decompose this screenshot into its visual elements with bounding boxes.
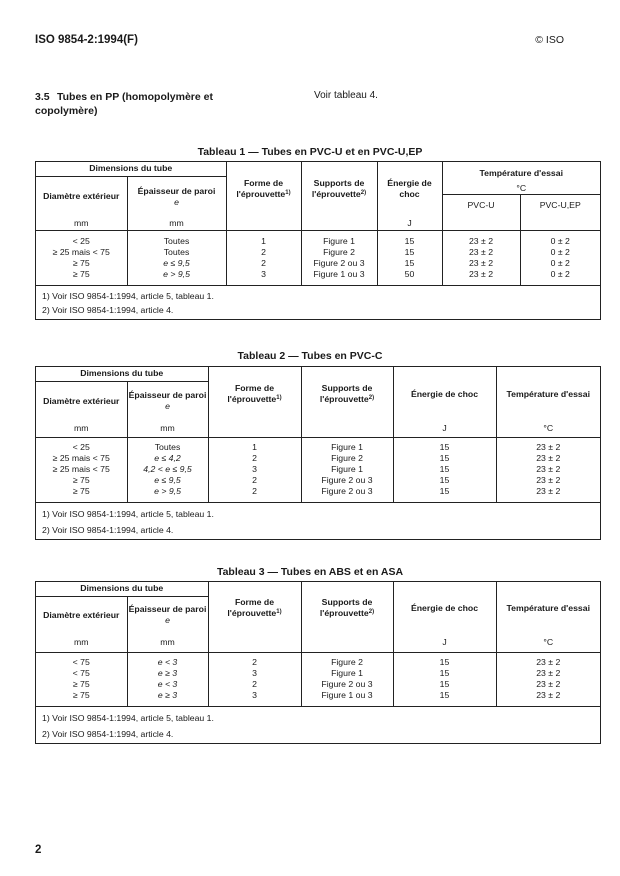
table-row: < 25 Toutes 1 Figure 1 15 23 ± 2 0 ± 2 xyxy=(36,236,600,247)
table3-unit-mm-diam: mm xyxy=(74,637,89,648)
table3-caption: Tableau 3 — Tubes en ABS et en ASA xyxy=(216,566,404,578)
table1-col-forme: Forme de l'éprouvette$^{1)}$ xyxy=(226,162,301,217)
table3-col-wall: Épaisseur de paroi e xyxy=(127,596,208,634)
footnote-1: 1) Voir ISO 9854-1:1994, article 5, tableau 1. xyxy=(42,713,214,723)
footnote-2: 2) Voir ISO 9854-1:1994, article 4. xyxy=(42,304,174,315)
table1-col-supports: Supports de l'éprouvette$^{2)}$ xyxy=(301,162,377,217)
table1-sub-pvcu: PVC-U xyxy=(442,195,520,217)
table1-col-temp: Température d'essai °C xyxy=(442,162,600,195)
table2-caption: Tableau 2 — Tubes en PVC-C xyxy=(237,350,383,362)
table-row: < 75 e ≥ 3 3 Figure 1 15 23 ± 2 xyxy=(36,668,600,679)
table1-footnotes xyxy=(36,286,600,319)
table3-col-temp: Température d'essai xyxy=(496,582,600,634)
table1-unit-mm-diam: mm xyxy=(74,217,89,228)
table3-col-diam: Diamètre extérieur xyxy=(43,609,120,620)
table3-col-supports: Supports de l'éprouvette$^{2)}$ xyxy=(301,582,393,634)
document-id: ISO 9854-2:1994(F) xyxy=(35,34,138,46)
table1-unit-mm-wall: mm xyxy=(127,217,226,231)
table1 xyxy=(35,161,601,320)
table3 xyxy=(35,581,601,744)
section-reference: Voir tableau 4. xyxy=(314,90,378,101)
table2-footnotes xyxy=(36,503,600,539)
table2-col-temp: Température d'essai xyxy=(496,367,600,421)
table3-footnotes xyxy=(36,707,600,743)
footnote-1: 1) Voir ISO 9854-1:1994, article 5, tableau 1. xyxy=(42,290,214,301)
footnote-2: 2) Voir ISO 9854-1:1994, article 4. xyxy=(42,729,174,739)
table2 xyxy=(35,366,601,540)
footnote-2: 2) Voir ISO 9854-1:1994, article 4. xyxy=(42,525,174,535)
table-row: < 75 e < 3 2 Figure 2 15 23 ± 2 xyxy=(36,657,600,668)
table2-col-forme: Forme de l'éprouvette$^{1)}$ xyxy=(208,367,301,421)
table3-unit-mm-wall: mm xyxy=(127,634,208,652)
section-number: 3.5 xyxy=(35,91,50,103)
footnote-1: 1) Voir ISO 9854-1:1994, article 5, tableau 1. xyxy=(42,509,214,519)
table2-col-wall: Épaisseur de paroi e xyxy=(127,381,208,421)
table3-unit-c: °C xyxy=(496,634,600,652)
copyright-notice: © ISO xyxy=(535,34,564,46)
table3-unit-j: J xyxy=(393,634,496,652)
table3-col-energie: Énergie de choc xyxy=(393,582,496,634)
table3-group-header: Dimensions du tube xyxy=(36,582,208,596)
table1-col-diam: Diamètre extérieur xyxy=(43,191,120,201)
table1-group-header: Dimensions du tube xyxy=(36,162,226,176)
page-number: 2 xyxy=(35,844,42,856)
table-row: ≥ 25 mais < 75 e ≤ 4,2 2 Figure 2 15 23 ± 2 xyxy=(36,453,600,464)
table2-unit-c: °C xyxy=(496,421,600,437)
table3-col-forme: Forme de l'éprouvette$^{1)}$ xyxy=(208,582,301,634)
table-row: ≥ 75 e > 9,5 2 Figure 2 ou 3 15 23 ± 2 xyxy=(36,486,600,497)
table2-unit-j: J xyxy=(393,421,496,437)
table2-unit-mm-wall: mm xyxy=(127,421,208,437)
section-heading xyxy=(35,90,275,118)
table-row: ≥ 75 e ≤ 9,5 2 Figure 2 ou 3 15 23 ± 2 xyxy=(36,475,600,486)
table2-unit-mm-diam: mm xyxy=(74,423,89,434)
table-row: ≥ 25 mais < 75 4,2 < e ≤ 9,5 3 Figure 1 15 23 ± 2 xyxy=(36,464,600,475)
table1-col-wall: Épaisseur de paroi e xyxy=(127,176,226,217)
table-row: ≥ 75 e ≥ 3 3 Figure 1 ou 3 15 23 ± 2 xyxy=(36,690,600,701)
table-row: ≥ 75 e > 9,5 3 Figure 1 ou 3 50 23 ± 2 0 ± 2 xyxy=(36,269,600,280)
table2-col-diam: Diamètre extérieur xyxy=(43,395,120,406)
table2-group-header: Dimensions du tube xyxy=(36,367,208,381)
table-row: ≥ 75 e ≤ 9,5 2 Figure 2 ou 3 15 23 ± 2 0 ± 2 xyxy=(36,258,600,269)
table1-unit-j: J xyxy=(377,217,442,231)
table2-col-energie: Énergie de choc xyxy=(393,367,496,421)
table-row: ≥ 25 mais < 75 Toutes 2 Figure 2 15 23 ± 2 0 ± 2 xyxy=(36,247,600,258)
table1-col-energie: Énergie de choc xyxy=(377,162,442,217)
table-row: ≥ 75 e < 3 2 Figure 2 ou 3 15 23 ± 2 xyxy=(36,679,600,690)
table1-sub-pvcuep: PVC-U,EP xyxy=(520,195,600,217)
table-row: < 25 Toutes 1 Figure 1 15 23 ± 2 xyxy=(36,442,600,453)
table2-col-supports: Supports de l'éprouvette$^{2)}$ xyxy=(301,367,393,421)
table1-caption: Tableau 1 — Tubes en PVC-U et en PVC-U,EP xyxy=(197,146,423,158)
section-title: Tubes en PP (homopolymère et copolymère) xyxy=(35,91,213,118)
